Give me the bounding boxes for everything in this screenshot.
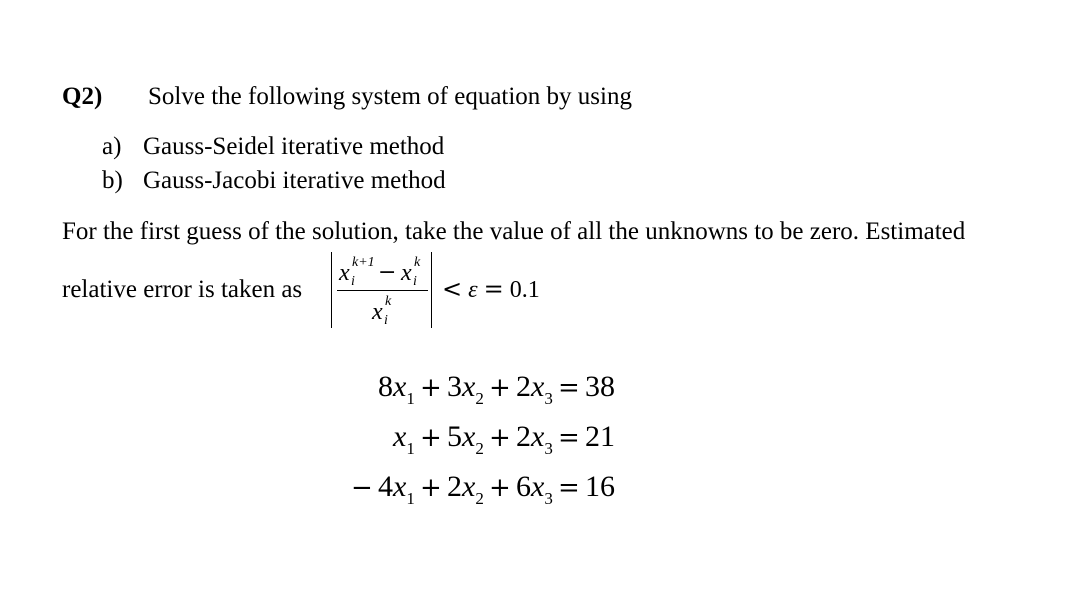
equation-equals: = xyxy=(552,423,585,453)
equation-coefficient: 4 xyxy=(378,470,393,503)
option-a-marker: a) xyxy=(102,133,122,160)
equation-row xyxy=(393,420,615,458)
equation-coefficient: 6 xyxy=(516,470,531,503)
equation-coefficient: 2 xyxy=(447,470,462,503)
denominator-x: x xyxy=(372,299,383,325)
epsilon-symbol: ε xyxy=(468,277,478,303)
tolerance-expression xyxy=(442,277,540,302)
numerator-sup-current: k xyxy=(414,255,421,270)
option-a-text: Gauss-Seidel iterative method xyxy=(143,133,445,160)
fraction-line xyxy=(337,290,428,291)
equation-subscript: 3 xyxy=(544,389,553,408)
equation-row xyxy=(378,370,615,408)
equation-coefficient: 8 xyxy=(378,370,393,403)
numerator-x-next: x xyxy=(339,260,350,286)
equation-equals: = xyxy=(552,473,585,503)
equation-subscript: 2 xyxy=(475,389,484,408)
equation-variable: x xyxy=(531,370,545,403)
equation-variable: x xyxy=(531,470,545,503)
equation-sign: + xyxy=(483,373,516,403)
numerator-sub-current: i xyxy=(413,274,417,289)
denominator-sup: k xyxy=(385,294,392,309)
equation-sign: + xyxy=(483,423,516,453)
equation-coefficient: 5 xyxy=(447,420,462,453)
equation-subscript: 2 xyxy=(475,489,484,508)
equation-sign: + xyxy=(414,373,447,403)
instruction-line-1: For the first guess of the solution, take the value of all the unknowns to be zero. Estimated xyxy=(62,218,966,245)
equation-subscript: 1 xyxy=(406,439,415,458)
equation-variable: x xyxy=(531,420,545,453)
equation-subscript: 1 xyxy=(406,489,415,508)
equation-variable: x xyxy=(393,420,407,453)
equation-sign: + xyxy=(414,473,447,503)
equation-subscript: 3 xyxy=(544,439,553,458)
equation-variable: x xyxy=(393,470,407,503)
equation-subscript: 1 xyxy=(406,389,415,408)
equation-rhs: 21 xyxy=(585,420,615,453)
equation-subscript: 3 xyxy=(544,489,553,508)
numerator-minus: − xyxy=(378,260,397,285)
option-b-marker: b) xyxy=(102,167,123,194)
abs-bar-left xyxy=(331,252,332,328)
equation-variable: x xyxy=(462,420,476,453)
equation-coefficient: 2 xyxy=(516,370,531,403)
equation-subscript: 2 xyxy=(475,439,484,458)
equation-sign: + xyxy=(483,473,516,503)
equation-equals: = xyxy=(552,373,585,403)
equation-coefficient: 2 xyxy=(516,420,531,453)
instruction-line-2: relative error is taken as xyxy=(62,276,303,303)
equals-symbol: = xyxy=(483,275,504,303)
abs-bar-right xyxy=(431,252,432,328)
less-than-symbol: < xyxy=(442,275,463,303)
numerator-sub-next: i xyxy=(351,274,355,289)
question-stem: Solve the following system of equation by using xyxy=(148,83,632,110)
equation-row xyxy=(351,470,615,508)
question-label: Q2) xyxy=(62,83,103,110)
option-b-text: Gauss-Jacobi iterative method xyxy=(143,167,446,194)
equation-variable: x xyxy=(393,370,407,403)
equation-rhs: 38 xyxy=(585,370,615,403)
equation-variable: x xyxy=(462,470,476,503)
tolerance-value: 0.1 xyxy=(509,277,540,303)
equation-coefficient: 3 xyxy=(447,370,462,403)
equation-variable: x xyxy=(462,370,476,403)
numerator-sup-next: k+1 xyxy=(352,255,375,270)
equation-sign: − xyxy=(351,473,378,503)
numerator-x-current: x xyxy=(401,260,412,286)
equation-rhs: 16 xyxy=(585,470,615,503)
relative-error-formula xyxy=(331,252,433,328)
equation-sign: + xyxy=(414,423,447,453)
denominator-sub: i xyxy=(384,313,388,328)
